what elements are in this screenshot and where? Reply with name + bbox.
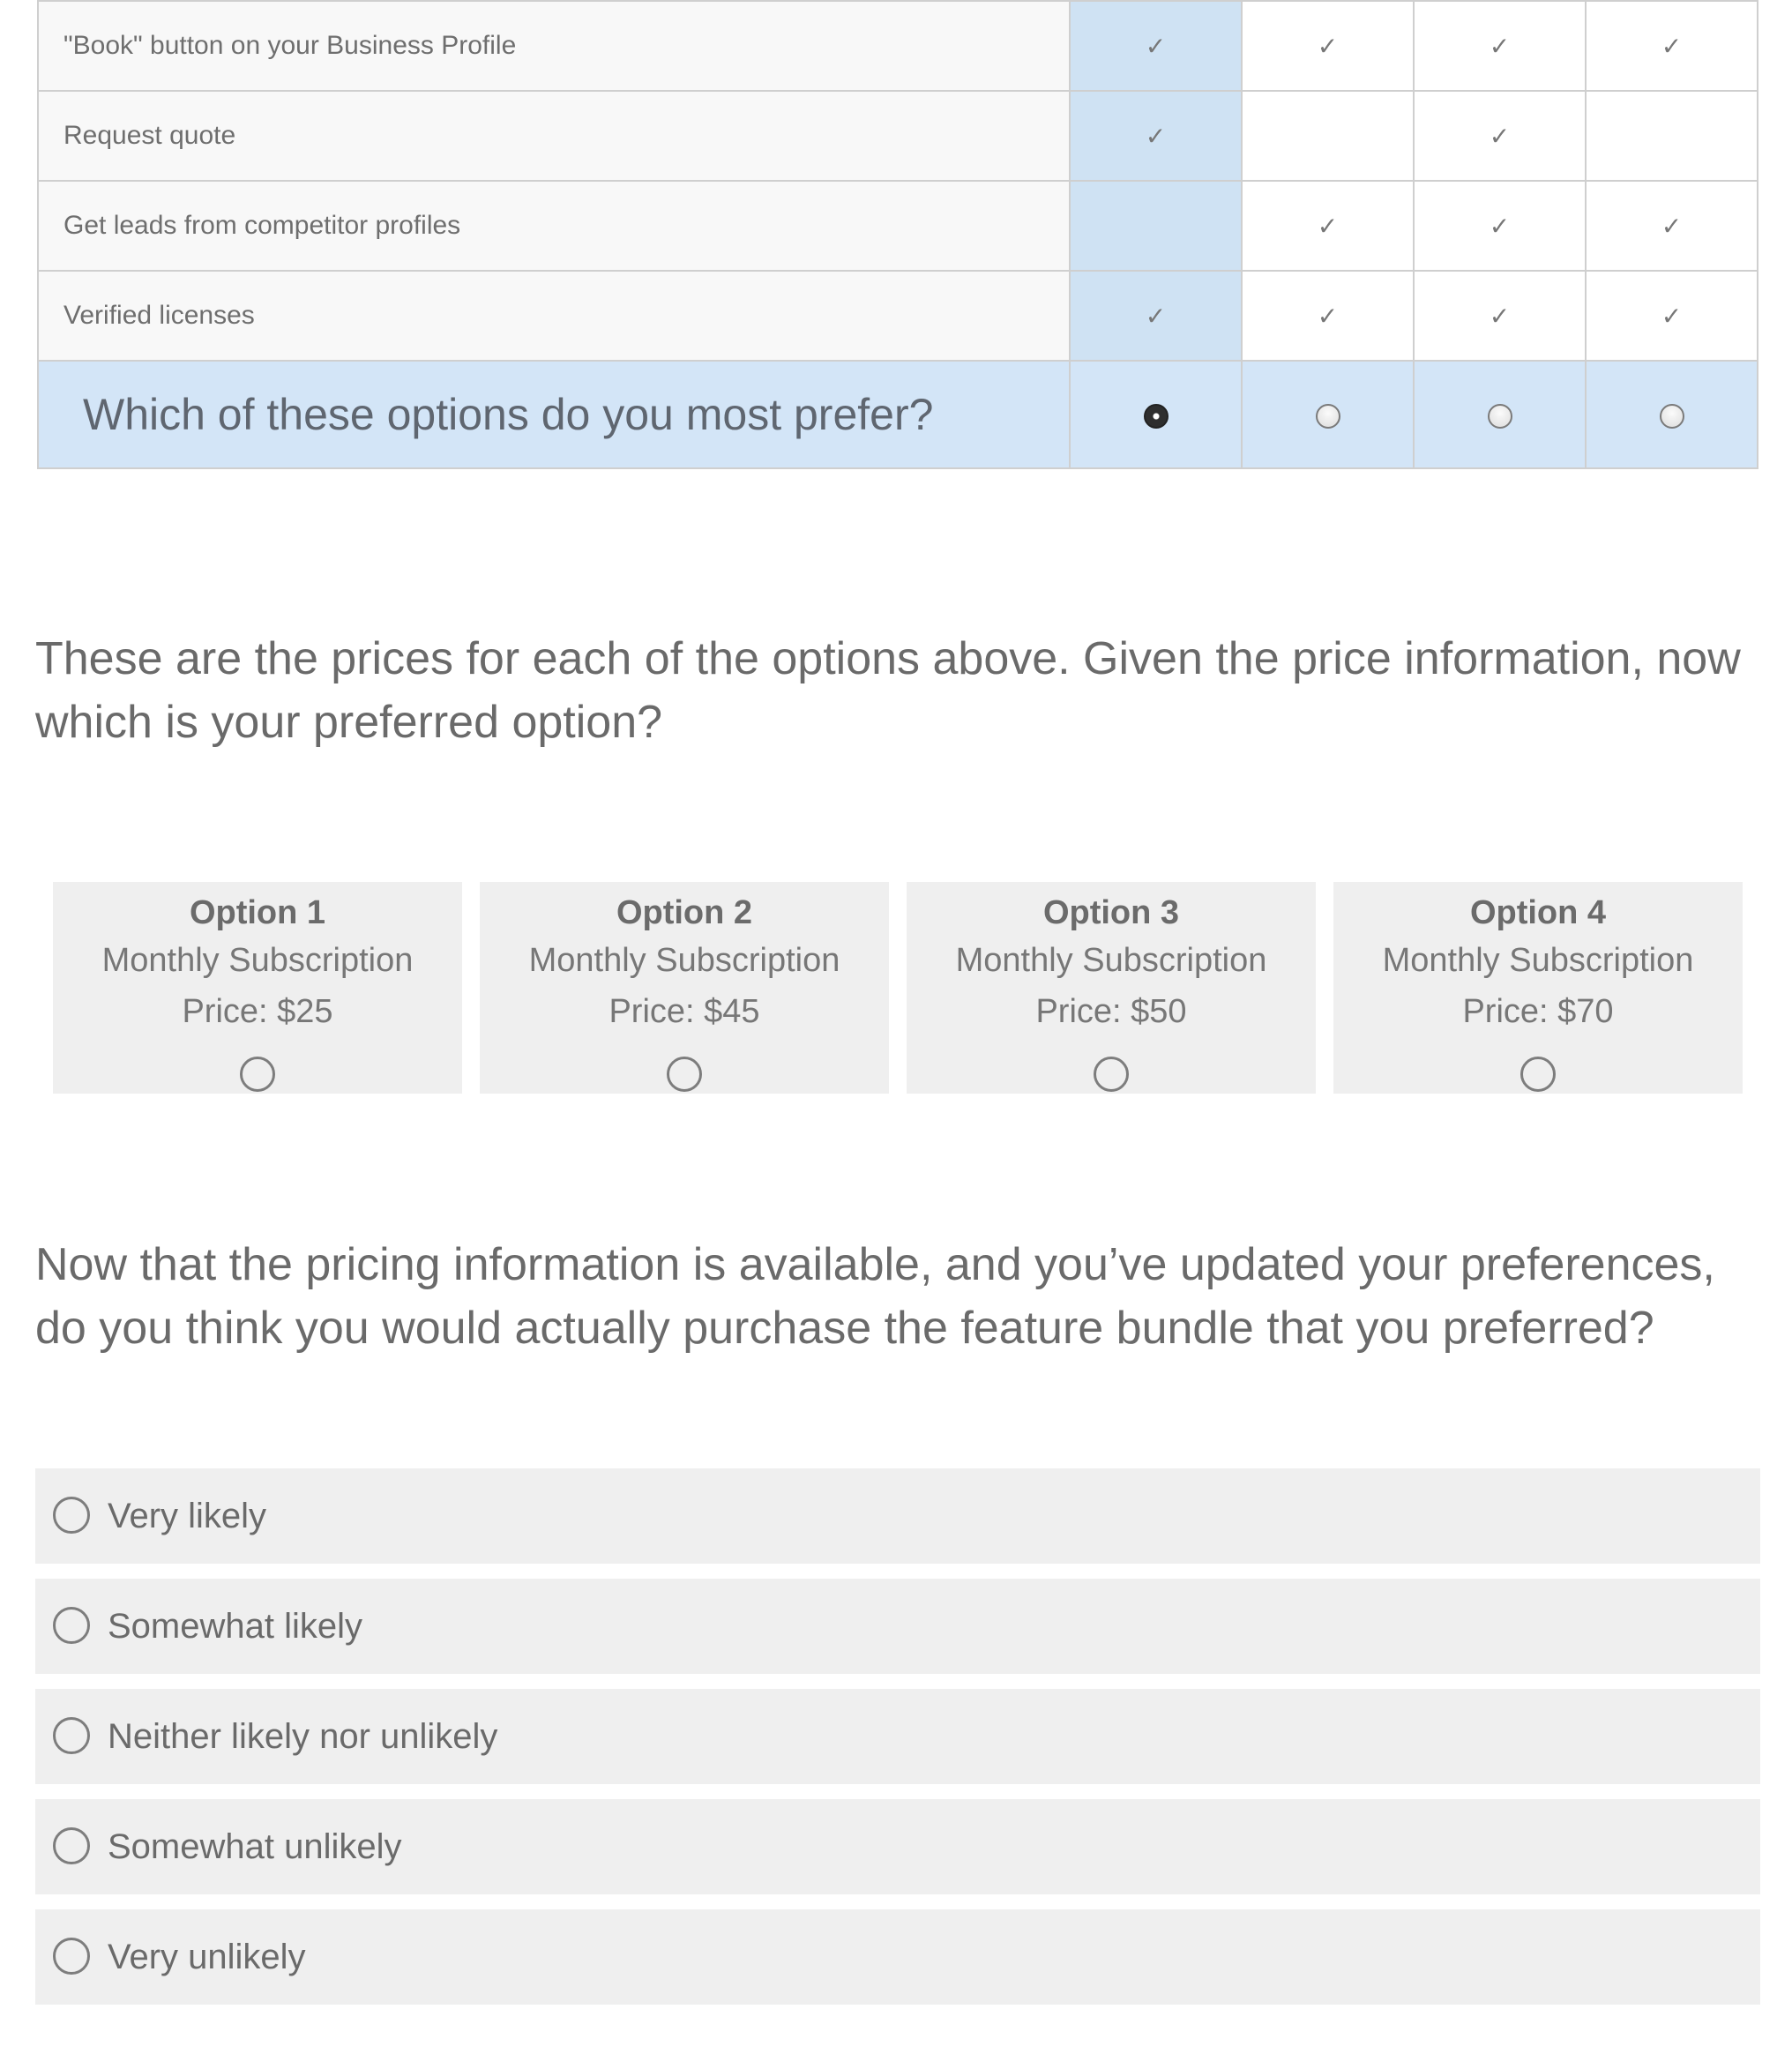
choice-somewhat-unlikely[interactable] bbox=[35, 1799, 1760, 1894]
option-subtitle: Monthly Subscription bbox=[528, 942, 840, 979]
check-icon: ✓ bbox=[1242, 181, 1414, 271]
radio-icon[interactable] bbox=[1094, 1057, 1129, 1092]
option-subtitle: Monthly Subscription bbox=[1382, 942, 1694, 979]
check-icon: ✓ bbox=[1414, 1, 1586, 91]
prefer-radio-option-1[interactable] bbox=[1070, 361, 1242, 468]
radio-icon[interactable] bbox=[1316, 404, 1340, 429]
feature-label: Request quote bbox=[38, 91, 1070, 181]
choice-neither[interactable] bbox=[35, 1689, 1760, 1784]
prefer-radio-option-4[interactable] bbox=[1586, 361, 1758, 468]
feature-label: Verified licenses bbox=[38, 271, 1070, 361]
option-subtitle: Monthly Subscription bbox=[101, 942, 414, 979]
check-icon: ✓ bbox=[1414, 91, 1586, 181]
radio-icon[interactable] bbox=[53, 1497, 90, 1534]
check-icon: ✓ bbox=[1586, 1, 1758, 91]
radio-icon[interactable] bbox=[53, 1717, 90, 1754]
check-icon: ✓ bbox=[1070, 271, 1242, 361]
feature-label: "Book" button on your Business Profile bbox=[38, 1, 1070, 91]
option-subtitle: Monthly Subscription bbox=[955, 942, 1267, 979]
choice-label: Neither likely nor unlikely bbox=[108, 1717, 498, 1756]
table-row bbox=[38, 91, 1758, 181]
check-icon: ✓ bbox=[1242, 271, 1414, 361]
choice-label: Somewhat unlikely bbox=[108, 1827, 402, 1866]
check-icon bbox=[1586, 91, 1758, 181]
check-icon: ✓ bbox=[1414, 271, 1586, 361]
option-price: Price: $70 bbox=[1462, 993, 1614, 1030]
feature-table bbox=[37, 0, 1758, 469]
check-icon: ✓ bbox=[1586, 181, 1758, 271]
radio-icon[interactable] bbox=[1660, 404, 1684, 429]
prefer-radio-option-3[interactable] bbox=[1414, 361, 1586, 468]
purchase-question: Now that the pricing information is available, and you’ve updated your preferences, do you think you would actually purchase the feature bundle that you preferred? bbox=[35, 1239, 1715, 1354]
check-icon: ✓ bbox=[1414, 181, 1586, 271]
option-title: Option 4 bbox=[1469, 894, 1607, 931]
radio-icon[interactable] bbox=[1488, 404, 1512, 429]
radio-icon[interactable] bbox=[667, 1057, 702, 1092]
check-icon bbox=[1242, 91, 1414, 181]
table-row bbox=[38, 1, 1758, 91]
radio-icon[interactable] bbox=[1520, 1057, 1556, 1092]
check-icon: ✓ bbox=[1070, 91, 1242, 181]
radio-icon[interactable] bbox=[53, 1827, 90, 1864]
option-cards bbox=[53, 882, 1746, 1094]
check-icon bbox=[1070, 181, 1242, 271]
option-price: Price: $50 bbox=[1035, 993, 1187, 1030]
check-icon: ✓ bbox=[1586, 271, 1758, 361]
choice-very-likely[interactable] bbox=[35, 1468, 1760, 1564]
feature-label: Get leads from competitor profiles bbox=[38, 181, 1070, 271]
option-card-4[interactable] bbox=[1333, 882, 1743, 1094]
prefer-radio-option-2[interactable] bbox=[1242, 361, 1414, 468]
option-title: Option 3 bbox=[1042, 894, 1180, 931]
option-title: Option 1 bbox=[189, 894, 326, 931]
option-card-1[interactable] bbox=[53, 882, 462, 1094]
radio-icon[interactable] bbox=[53, 1607, 90, 1644]
table-row bbox=[38, 181, 1758, 271]
check-icon: ✓ bbox=[1242, 1, 1414, 91]
option-card-2[interactable] bbox=[480, 882, 889, 1094]
choice-very-unlikely[interactable] bbox=[35, 1909, 1760, 2005]
table-row bbox=[38, 271, 1758, 361]
choice-label: Somewhat likely bbox=[108, 1607, 363, 1646]
option-price: Price: $45 bbox=[609, 993, 760, 1030]
choice-label: Very likely bbox=[108, 1497, 267, 1535]
choice-label: Very unlikely bbox=[108, 1938, 306, 1976]
option-card-3[interactable] bbox=[907, 882, 1316, 1094]
radio-icon[interactable] bbox=[240, 1057, 275, 1092]
option-price: Price: $25 bbox=[182, 993, 333, 1030]
choice-somewhat-likely[interactable] bbox=[35, 1579, 1760, 1674]
prefer-question: Which of these options do you most prefer? bbox=[38, 361, 1070, 468]
radio-icon[interactable] bbox=[1144, 404, 1169, 429]
price-question: These are the prices for each of the options above. Given the price information, now which is your preferred option? bbox=[35, 633, 1741, 748]
option-title: Option 2 bbox=[616, 894, 753, 931]
prefer-row bbox=[38, 361, 1758, 468]
radio-icon[interactable] bbox=[53, 1938, 90, 1975]
check-icon: ✓ bbox=[1070, 1, 1242, 91]
